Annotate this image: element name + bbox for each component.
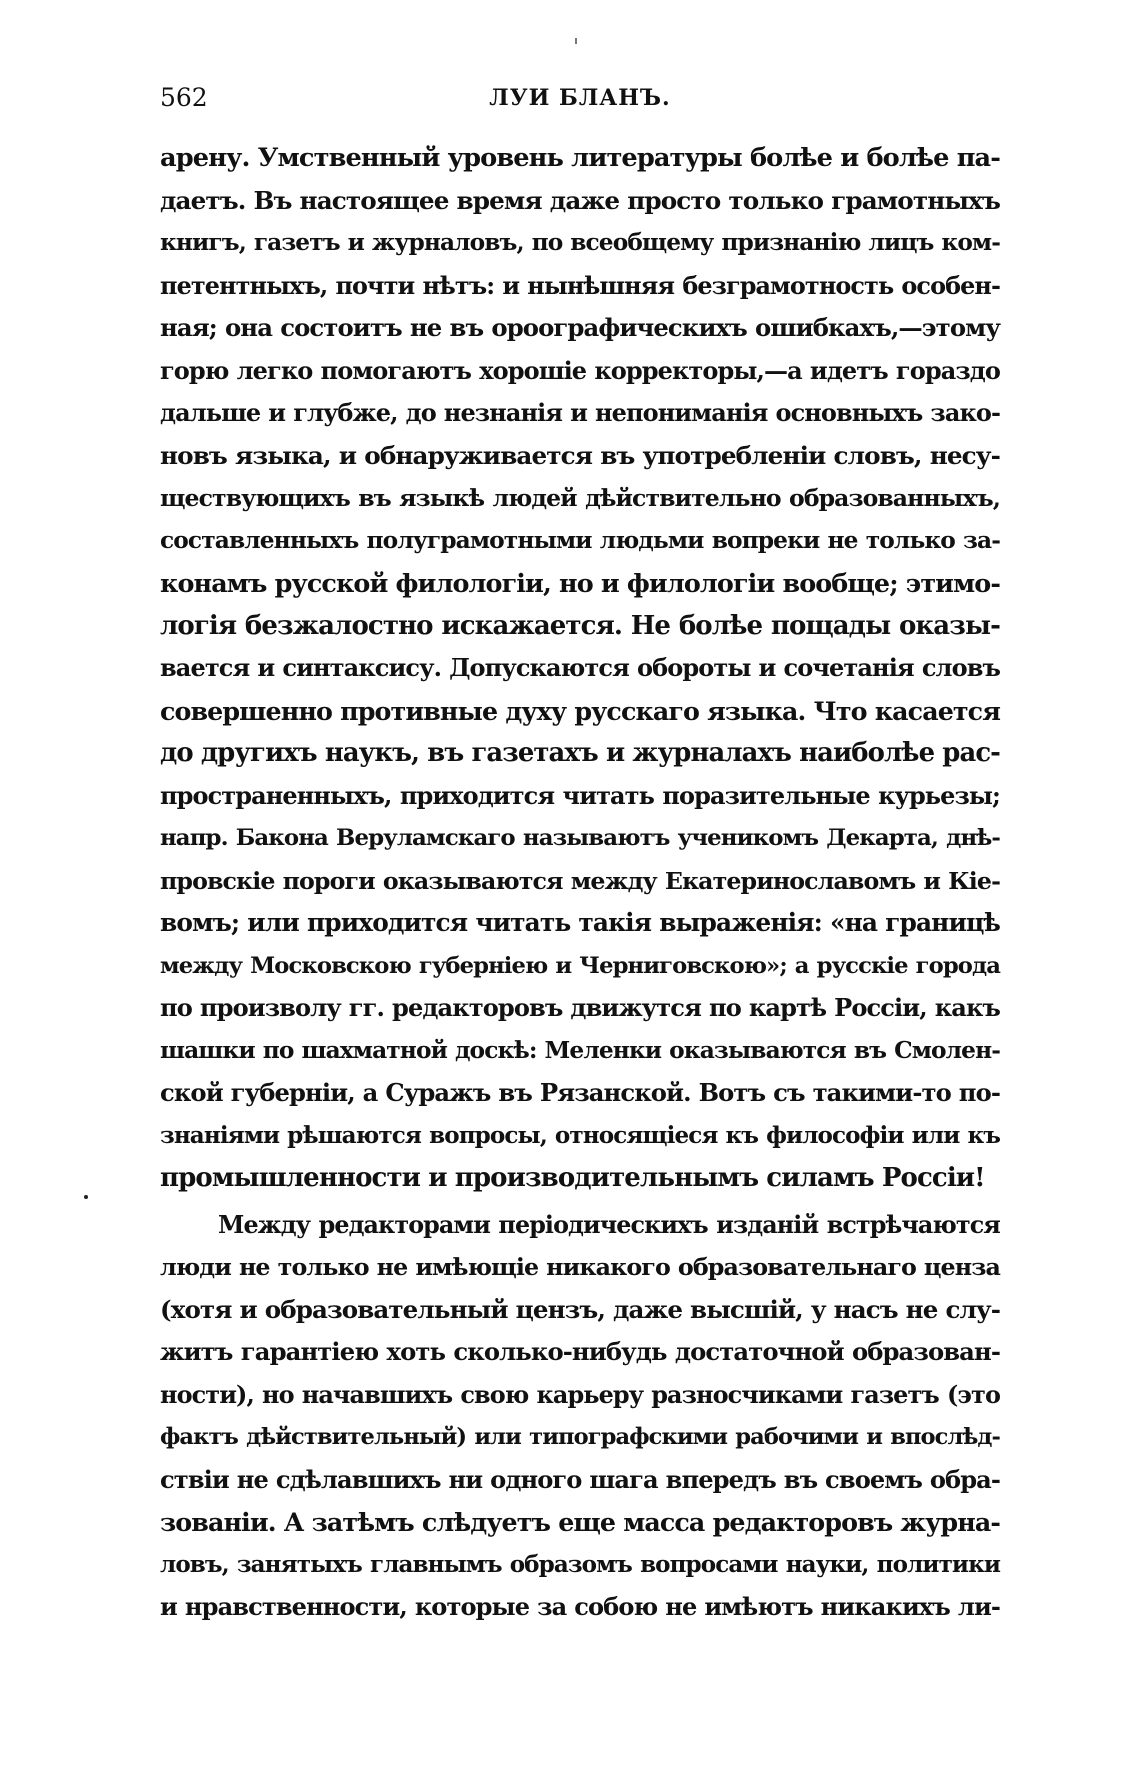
text-line: конамъ русской филологіи, но и филологіи вообще; этимо- bbox=[160, 568, 1000, 598]
scan-speck bbox=[84, 1195, 88, 1199]
text-line: совершенно противные духу русскаго языка. Что касается bbox=[160, 695, 1000, 726]
text-line: провскіе пороги оказываются между Екатеринославомъ и Кіе- bbox=[160, 866, 1000, 895]
text-line: ности), но начавшихъ свою карьеру разносчиками газетъ (это bbox=[160, 1380, 1000, 1409]
text-line: шашки по шахматной доскѣ: Меленки оказываются въ Смолен- bbox=[160, 1036, 1000, 1064]
text-line: горю легко помогаютъ хорошіе корректоры,—а идетъ гораздо bbox=[160, 355, 1000, 385]
text-line: книгъ, газетъ и журналовъ, по всеобщему признанію лицъ ком- bbox=[160, 229, 1000, 256]
text-line: и нравственности, которые за собою не имѣютъ никакихъ ли- bbox=[160, 1592, 1000, 1621]
text-line: ществующихъ въ языкѣ людей дѣйствительно образованныхъ, bbox=[160, 484, 1000, 512]
text-line: (хотя и образовательный цензъ, даже высшій, у насъ не слу- bbox=[160, 1294, 1000, 1324]
text-line: пространенныхъ, приходится читать поразительные курьезы; bbox=[160, 780, 1000, 810]
text-line: ная; она состоитъ не въ ороографическихъ ошибкахъ,—этому bbox=[160, 313, 1000, 342]
text-line: по произволу гг. редакторовъ движутся по картѣ Россіи, какъ bbox=[160, 993, 1000, 1022]
text-line: петентныхъ, почти нѣтъ: и нынѣшняя безграмотность особен- bbox=[160, 271, 1000, 300]
running-head: ЛУИ БЛАНЪ. bbox=[489, 85, 671, 111]
text-line: составленныхъ полуграмотными людьми вопреки не только за- bbox=[160, 526, 1000, 554]
text-line: дальше и глубже, до незнанія и непониманія основныхъ зако- bbox=[160, 398, 1000, 427]
text-line: житъ гарантіею хоть сколько-нибудь достаточной образован- bbox=[160, 1337, 1000, 1366]
paragraph bbox=[160, 1204, 1000, 1629]
text-line: Между редакторами періодическихъ изданій встрѣчаются bbox=[218, 1210, 1000, 1239]
text-line: ствіи не сдѣлавшихъ ни одного шага впередъ въ своемъ обра- bbox=[160, 1464, 1000, 1494]
text-line: зованіи. А затѣмъ слѣдуетъ еще масса редакторовъ журна- bbox=[160, 1507, 1000, 1537]
scan-speck bbox=[575, 38, 577, 44]
text-line: между Московскою губерніею и Черниговскою»; а русскіе города bbox=[160, 952, 1000, 979]
paragraph bbox=[160, 137, 1000, 1200]
text-line: люди не только не имѣющіе никакого образовательнаго ценза bbox=[160, 1253, 1000, 1281]
body-text bbox=[160, 137, 1000, 1629]
text-line: новъ языка, и обнаруживается въ употребленіи словъ, несу- bbox=[160, 440, 1000, 470]
text-line: знаніями рѣшаются вопросы, относящіеся къ философіи или къ bbox=[160, 1121, 1000, 1149]
text-line: вомъ; или приходится читать такія выраженія: «на границѣ bbox=[160, 908, 1000, 937]
text-line: промышленности и производительнымъ силамъ Россіи! bbox=[160, 1163, 985, 1193]
text-line: ловъ, занятыхъ главнымъ образомъ вопросами науки, политики bbox=[160, 1550, 1000, 1578]
text-line: вается и синтаксису. Допускаются обороты и сочетанія словъ bbox=[160, 653, 1000, 682]
text-line: арену. Умственный уровень литературы болѣе и болѣе па- bbox=[160, 143, 1000, 173]
text-line: до другихъ наукъ, въ газетахъ и журналахъ наиболѣе рас- bbox=[160, 738, 1000, 768]
page-number: 562 bbox=[160, 83, 208, 112]
page-header bbox=[160, 78, 1000, 118]
text-line: напр. Бакона Веруламскаго называютъ ученикомъ Декарта, днѣ- bbox=[160, 825, 1000, 851]
text-line: ской губерніи, а Суражъ въ Рязанской. Вотъ съ такими-то по- bbox=[160, 1078, 1000, 1107]
text-line: фактъ дѣйствительный) или типографскими рабочими и впослѣд- bbox=[160, 1424, 1000, 1450]
text-line: логія безжалостно искажается. Не болѣе пощады оказы- bbox=[160, 610, 1000, 641]
text-line: даетъ. Въ настоящее время даже просто только грамотныхъ bbox=[160, 185, 1000, 215]
